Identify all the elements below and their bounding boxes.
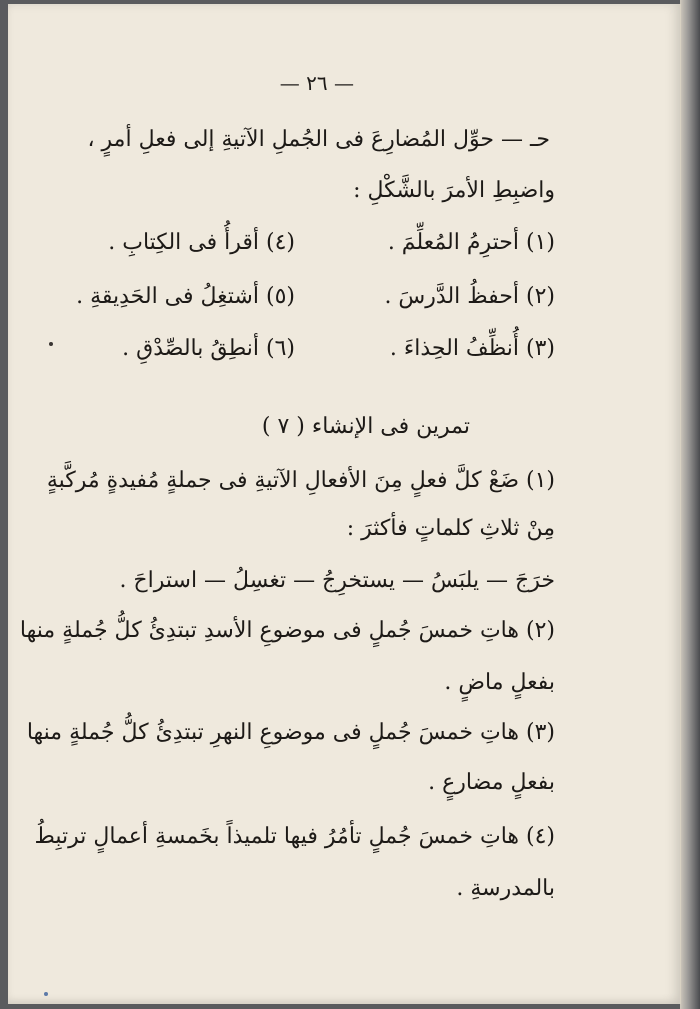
question-4-line1: (٤) هاتِ خمسَ جُملٍ تأمُرُ فيها تلميذاً بخَمسةِ أعمالٍ ترتبِطُ: [34, 824, 555, 849]
question-2-line2: بفعلٍ ماضٍ .: [444, 670, 555, 695]
list-item: [122, 334, 295, 364]
item-text: أقرأُ فى الكِتابِ .: [108, 230, 259, 255]
item-text: أُنظِّفُ الحِذاءَ .: [389, 336, 519, 361]
item-number: (٣): [525, 336, 555, 361]
book-page: [8, 4, 681, 1004]
question-3-line2: بفعلٍ مضارعٍ .: [428, 770, 555, 795]
paper-speck: [44, 992, 48, 996]
list-item: [108, 228, 295, 258]
page-number: — ٢٦ —: [279, 71, 354, 95]
section-c-instruction-line2: واضبِطِ الأمرَ بالشَّكْلِ :: [353, 178, 555, 203]
section-c-instruction-line1: حـ — حوِّل المُضارِعَ فى الجُملِ الآتيةِ إلى فعلِ أمرٍ ،: [87, 127, 550, 152]
list-item: [388, 228, 555, 258]
question-4-line2: بالمدرسةِ .: [456, 876, 555, 901]
question-1-words: خرَجَ — يلبَسُ — يستخرِجُ — تغسِلُ — استراحَ .: [119, 568, 555, 593]
list-item: [384, 282, 555, 312]
question-1-line2: مِنْ ثلاثِ كلماتٍ فأكثرَ :: [346, 516, 555, 541]
question-1-line1: (١) ضَعْ كلَّ فعلٍ مِنَ الأفعالِ الآتيةِ فى جملةٍ مُفيدةٍ مُركَّبةٍ: [46, 468, 555, 493]
item-number: (١): [525, 230, 555, 255]
item-text: أحترِمُ المُعلِّمَ .: [387, 230, 519, 255]
list-item: [76, 282, 295, 312]
item-number: (٢): [525, 284, 555, 309]
item-text: أحفظُ الدَّرسَ .: [384, 284, 519, 309]
item-number: (٥): [265, 284, 295, 309]
item-text: أشتغِلُ فى الحَدِيقةِ .: [76, 284, 259, 309]
exercise-title: تمرين فى الإنشاء ( ٧ ): [261, 414, 470, 439]
page-edge-shadow: [680, 0, 700, 1009]
paper-speck: [49, 342, 53, 346]
question-2-line1: (٢) هاتِ خمسَ جُملٍ فى موضوعِ الأسدِ تبتدِئُ كلُّ جُملةٍ منها: [19, 618, 555, 643]
item-text: أنطِقُ بالصِّدْقِ .: [122, 336, 259, 361]
question-3-line1: (٣) هاتِ خمسَ جُملٍ فى موضوعِ النهرِ تبتدِئُ كلُّ جُملةٍ منها: [26, 720, 555, 745]
item-number: (٦): [265, 336, 295, 361]
list-item: [390, 334, 555, 364]
item-number: (٤): [265, 230, 295, 255]
